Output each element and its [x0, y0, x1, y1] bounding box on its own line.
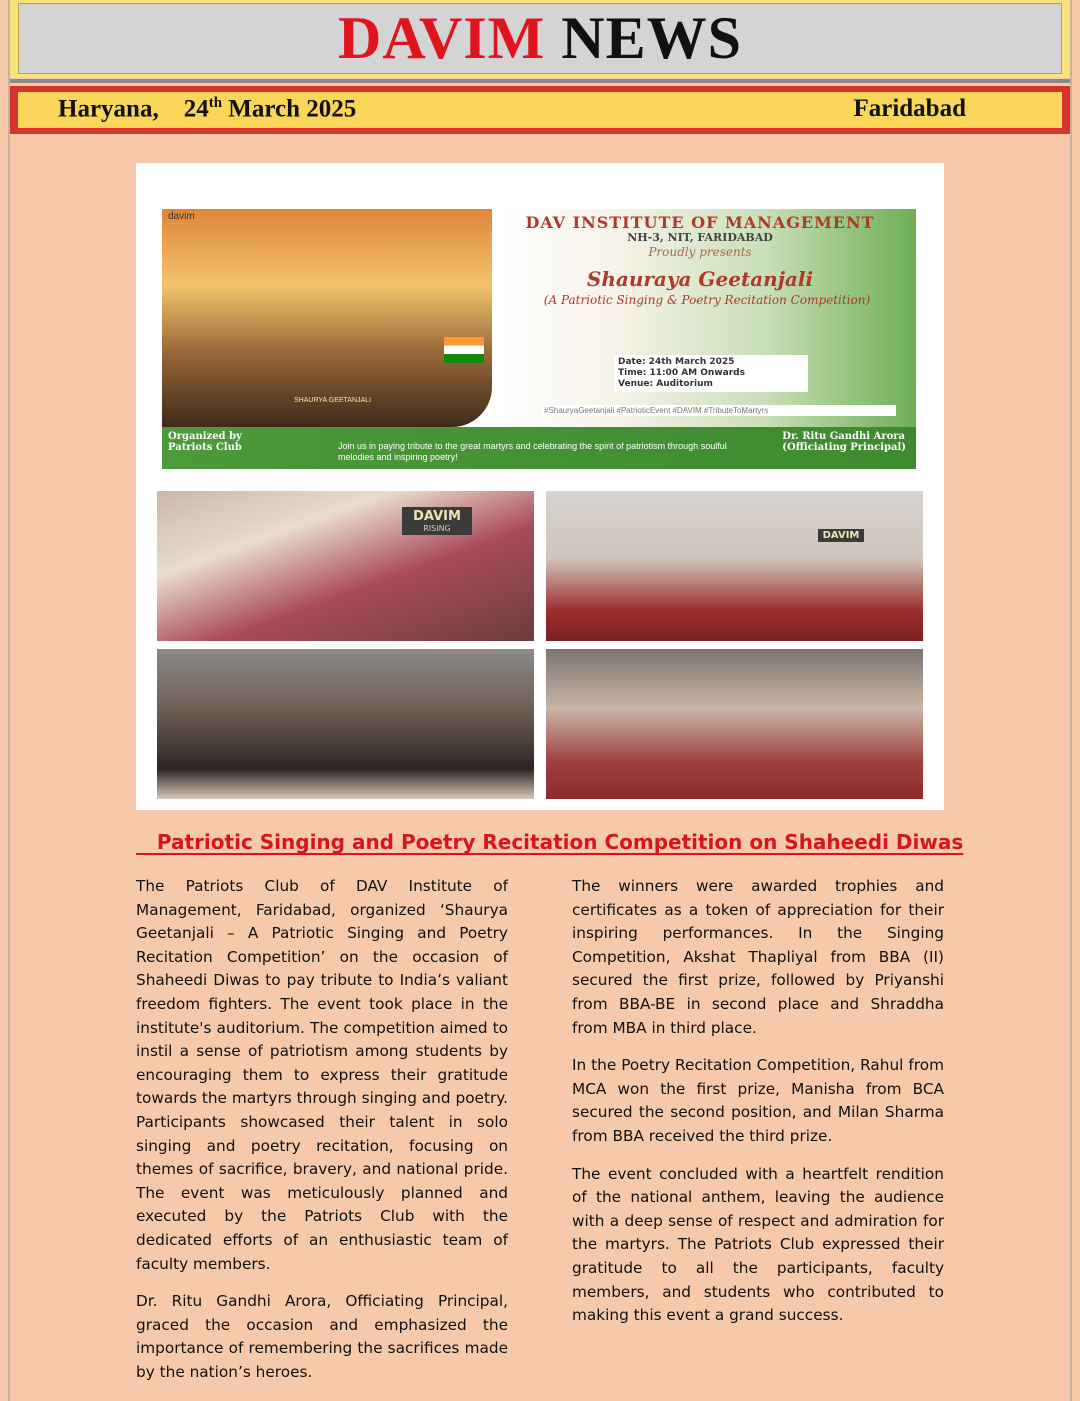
article-column-left: [136, 875, 508, 1398]
article-headline: Patriotic Singing and Poetry Recitation Competition on Shaheedi Diwas: [136, 830, 964, 854]
poster-art-caption: SHAURYA GEETANJALI: [294, 397, 372, 404]
photo-panel: [136, 163, 944, 810]
dateline-date: Haryana, 24th March 2025: [58, 95, 357, 123]
event-photo-audience: [157, 649, 534, 799]
poster-info: [614, 355, 808, 392]
masthead-title: [18, 3, 1062, 74]
event-photo-stage: [546, 491, 923, 641]
article-paragraph: The event concluded with a heartfelt rendition of the national anthem, leaving the audience with a deep sense of respect and admiration for the martyrs. The Patriots Club expressed their gratitude to all the participants, faculty members, and students who contributed to making this event a grand success.: [572, 1164, 944, 1325]
poster-date: Date: 24th March 2025: [618, 357, 735, 367]
article-paragraph: In the Poetry Recitation Competition, Rahul from MCA won the first prize, Manisha from BCA secured the second position, and Milan Sharma from BBA received the third prize.: [572, 1056, 944, 1145]
poster-organizer: Organized by Patriots Club: [168, 431, 242, 453]
poster-event-name: Shauraya Geetanjali: [586, 267, 814, 291]
article-paragraph: The winners were awarded trophies and certificates as a token of appreciation for their inspiring performances. In the Singing Competition, Akshat Thapliyal from BBA (II) secured the first prize, followed by Priyanshi from BBA-BE in second place and Shraddha from MBA in third place.: [572, 877, 944, 1037]
poster-presents: Proudly presents: [648, 245, 752, 259]
poster-address: NH-3, NIT, FARIDABAD: [627, 231, 773, 244]
poster-footer-bar: [162, 427, 916, 469]
poster-artwork: [162, 209, 492, 427]
article-column-right: [572, 875, 944, 1342]
event-photo-winners: [546, 649, 923, 799]
photo-sign: DAVIM RISING: [402, 507, 472, 535]
dateline: [10, 86, 1070, 134]
poster-principal: Dr. Ritu Gandhi Arora (Officiating Principal): [782, 431, 906, 453]
masthead: [10, 0, 1070, 78]
event-poster: [162, 209, 916, 469]
poster-logo: davim: [168, 211, 195, 222]
poster-time: Time: 11:00 AM Onwards: [618, 368, 745, 378]
article-paragraph: The Patriots Club of DAV Institute of Management, Faridabad, organized ‘Shaurya Geetanjali – A Patriotic Singing and Poetry Recitation Competition’ on the occasion of Shaheedi Diwas to pay tribute to India’s valiant freedom fighters. The event took place in the institute's auditorium. The competition aimed to instil a sense of patriotism among students by encouraging them to express their gratitude towards the martyrs through singing and poetry. Participants showcased their talent in solo singing and poetry recitation, focusing on themes of sacrifice, bravery, and national pride. The event was meticulously planned and executed by the Patriots Club with the dedicated efforts of an enthusiastic team of faculty members.: [136, 877, 508, 1273]
poster-hashtags: #ShauryaGeetanjali #PatrioticEvent #DAVIM #TributeToMartyrs: [542, 405, 896, 416]
masthead-title-red: DAVIM: [338, 5, 546, 71]
flag-icon: [444, 337, 484, 363]
poster-venue: Venue: Auditorium: [618, 379, 713, 389]
poster-institute: DAV INSTITUTE OF MANAGEMENT: [525, 213, 875, 232]
event-photo-lamp-lighting: [157, 491, 534, 641]
poster-join-text: Join us in paying tribute to the great martyrs and celebrating the spirit of patriotism through soulful melodies and inspiring poetry!: [338, 441, 727, 462]
masthead-title-black: NEWS: [561, 5, 742, 71]
photo-sign: DAVIM: [818, 529, 864, 542]
dateline-city: Faridabad: [853, 95, 966, 122]
article-paragraph: Dr. Ritu Gandhi Arora, Officiating Principal, graced the occasion and emphasized the importance of remembering the sacrifices made by the nation’s heroes.: [136, 1292, 508, 1381]
masthead-rule: [10, 79, 1070, 83]
poster-event-sub: (A Patriotic Singing & Poetry Recitation Competition): [543, 293, 871, 307]
